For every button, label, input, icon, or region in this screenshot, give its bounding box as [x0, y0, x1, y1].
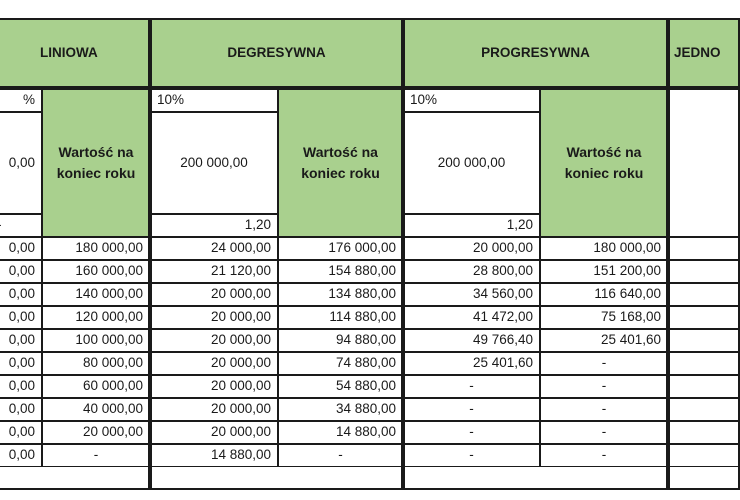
table-cell: 24 000,00	[150, 237, 278, 260]
table-cell: 0,00	[0, 421, 42, 444]
table-cell: 114 880,00	[278, 306, 403, 329]
table-cell: 180 000,00	[42, 237, 150, 260]
table-cell: 160 000,00	[42, 260, 150, 283]
table-cell: 116 640,00	[540, 283, 668, 306]
table-cell: 60 000,00	[42, 375, 150, 398]
table-cell: 154 880,00	[278, 260, 403, 283]
header-jednorazowa: JEDNO	[668, 18, 740, 88]
table-cell	[668, 352, 740, 375]
table-cell: 40 000,00	[42, 398, 150, 421]
table-cell: -	[403, 375, 540, 398]
table-cell: 134 880,00	[278, 283, 403, 306]
table-cell	[668, 237, 740, 260]
table-cell: 0,00	[0, 260, 42, 283]
base-value-cell: 200 000,00	[403, 112, 540, 214]
base-value-cell: 200 000,00	[150, 112, 278, 214]
table-cell: 75 168,00	[540, 306, 668, 329]
table-cell: -	[42, 444, 150, 467]
value-col-label: Wartość na koniec roku	[540, 88, 668, 237]
table-cell: 25 401,60	[540, 329, 668, 352]
table-cell: 74 880,00	[278, 352, 403, 375]
header-liniowa: LINIOWA	[0, 18, 150, 88]
table-cell	[668, 375, 740, 398]
table-cell: 20 000,00	[150, 421, 278, 444]
table-cell: 21 120,00	[150, 260, 278, 283]
table-cell: -	[540, 421, 668, 444]
table-cell: 140 000,00	[42, 283, 150, 306]
table-cell: 20 000,00	[42, 421, 150, 444]
rate-cell: %	[0, 88, 42, 112]
table-cell: 0,00	[0, 444, 42, 467]
table-cell	[668, 283, 740, 306]
table-cell: 151 200,00	[540, 260, 668, 283]
table-cell: 0,00	[0, 283, 42, 306]
table-cell: 14 880,00	[278, 421, 403, 444]
table-cell: 49 766,40	[403, 329, 540, 352]
table-cell: 20 000,00	[403, 237, 540, 260]
table-cell: 20 000,00	[150, 398, 278, 421]
table-cell: 0,00	[0, 375, 42, 398]
rate-cell: 10%	[403, 88, 540, 112]
value-col-label: Wartość na koniec roku	[278, 88, 403, 237]
table-cell: -	[403, 421, 540, 444]
table-cell: 20 000,00	[150, 283, 278, 306]
table-cell	[668, 398, 740, 421]
table-cell: 176 000,00	[278, 237, 403, 260]
rate-cell: 10%	[150, 88, 278, 112]
table-cell: 41 472,00	[403, 306, 540, 329]
table-cell: 34 880,00	[278, 398, 403, 421]
base-value-cell: 0,00	[0, 112, 42, 214]
table-cell: 14 880,00	[150, 444, 278, 467]
coefficient-cell	[0, 214, 42, 237]
table-cell: 0,00	[0, 306, 42, 329]
table-cell: 20 000,00	[150, 306, 278, 329]
table-cell	[668, 329, 740, 352]
value-col-label: Wartość na koniec roku	[42, 88, 150, 237]
table-cell: -	[540, 444, 668, 467]
table-cell	[668, 421, 740, 444]
header-progresywna: PROGRESYWNA	[403, 18, 668, 88]
table-cell: 94 880,00	[278, 329, 403, 352]
table-cell: 20 000,00	[150, 352, 278, 375]
table-cell: 0,00	[0, 398, 42, 421]
table-cell: -	[540, 352, 668, 375]
table-cell	[668, 260, 740, 283]
table-cell: 54 880,00	[278, 375, 403, 398]
table-cell: 180 000,00	[540, 237, 668, 260]
coefficient-cell: 1,20	[403, 214, 540, 237]
table-cell: 120 000,00	[42, 306, 150, 329]
table-cell: -	[403, 444, 540, 467]
table-cell: 80 000,00	[42, 352, 150, 375]
table-cell: 0,00	[0, 237, 42, 260]
table-cell: -	[540, 375, 668, 398]
table-cell: 34 560,00	[403, 283, 540, 306]
table-cell: 28 800,00	[403, 260, 540, 283]
table-cell: -	[278, 444, 403, 467]
header-degresywna: DEGRESYWNA	[150, 18, 403, 88]
table-cell: 0,00	[0, 329, 42, 352]
table-cell: 100 000,00	[42, 329, 150, 352]
table-cell: -	[403, 398, 540, 421]
table-cell: 0,00	[0, 352, 42, 375]
table-cell: 20 000,00	[150, 375, 278, 398]
table-cell	[668, 306, 740, 329]
table-cell: -	[540, 398, 668, 421]
table-cell: 25 401,60	[403, 352, 540, 375]
table-cell	[668, 444, 740, 467]
partial-col-top	[668, 88, 740, 237]
table-cell: 20 000,00	[150, 329, 278, 352]
coefficient-cell: 1,20	[150, 214, 278, 237]
